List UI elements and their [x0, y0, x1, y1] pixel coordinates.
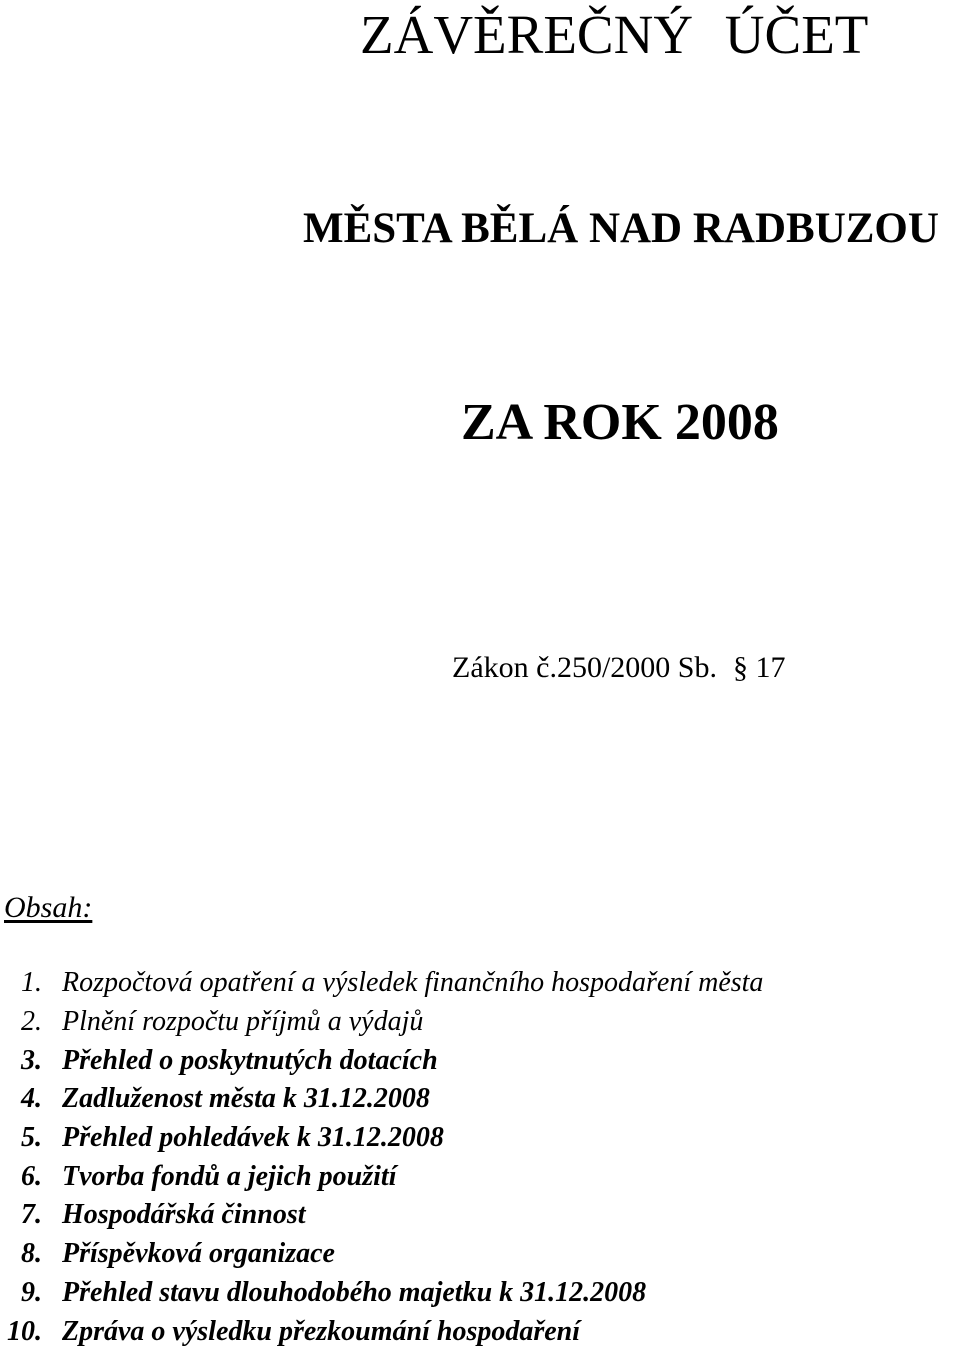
toc-item-number: 5. [21, 1122, 42, 1154]
toc-item-number: 6. [21, 1160, 42, 1192]
document-subtitle-city: MĚSTA BĚLÁ NAD RADBUZOU [303, 205, 939, 252]
toc-item-text: Příspěvková organizace [62, 1238, 335, 1270]
toc-item-text: Zpráva o výsledku přezkoumání hospodaření [62, 1315, 581, 1347]
toc-item [0, 1157, 763, 1196]
law-reference-text: Zákon č.250/2000 Sb. [452, 651, 717, 684]
toc-item [0, 1119, 763, 1158]
toc-item [0, 1003, 763, 1042]
toc-item [0, 1312, 763, 1351]
toc-item-number: 3. [21, 1044, 42, 1076]
toc-item-number: 2. [21, 1006, 42, 1038]
toc-item-number: 8. [21, 1238, 42, 1270]
toc-item-text: Hospodářská činnost [62, 1199, 306, 1231]
document-title: ZÁVĚREČNÝ ÚČET [360, 4, 869, 65]
table-of-contents [0, 964, 763, 1351]
toc-item-text: Zadluženost města k 31.12.2008 [62, 1083, 430, 1115]
toc-item [0, 964, 763, 1003]
toc-item-text: Plnění rozpočtu příjmů a výdajů [62, 1006, 424, 1038]
toc-item-number: 1. [21, 967, 42, 999]
toc-item-text: Přehled stavu dlouhodobého majetku k 31.12.2008 [62, 1276, 647, 1308]
law-reference [452, 650, 785, 686]
toc-item-text: Tvorba fondů a jejich použití [62, 1160, 397, 1192]
toc-item-text: Přehled pohledávek k 31.12.2008 [62, 1122, 444, 1154]
toc-item-text: Rozpočtová opatření a výsledek finančního hospodaření města [62, 967, 764, 999]
contents-heading: Obsah: [4, 891, 93, 924]
toc-item [0, 1235, 763, 1274]
toc-item-number: 9. [21, 1276, 42, 1308]
toc-item-number: 7. [21, 1199, 42, 1231]
toc-item [0, 1196, 763, 1235]
toc-item-number: 4. [21, 1083, 42, 1115]
document-subtitle-year: ZA ROK 2008 [461, 394, 779, 451]
toc-item-number: 10. [7, 1315, 42, 1347]
toc-item [0, 1080, 763, 1119]
toc-item-text: Přehled o poskytnutých dotacích [62, 1044, 438, 1076]
toc-item [0, 1274, 763, 1313]
toc-item [0, 1041, 763, 1080]
law-paragraph: § 17 [732, 651, 786, 684]
